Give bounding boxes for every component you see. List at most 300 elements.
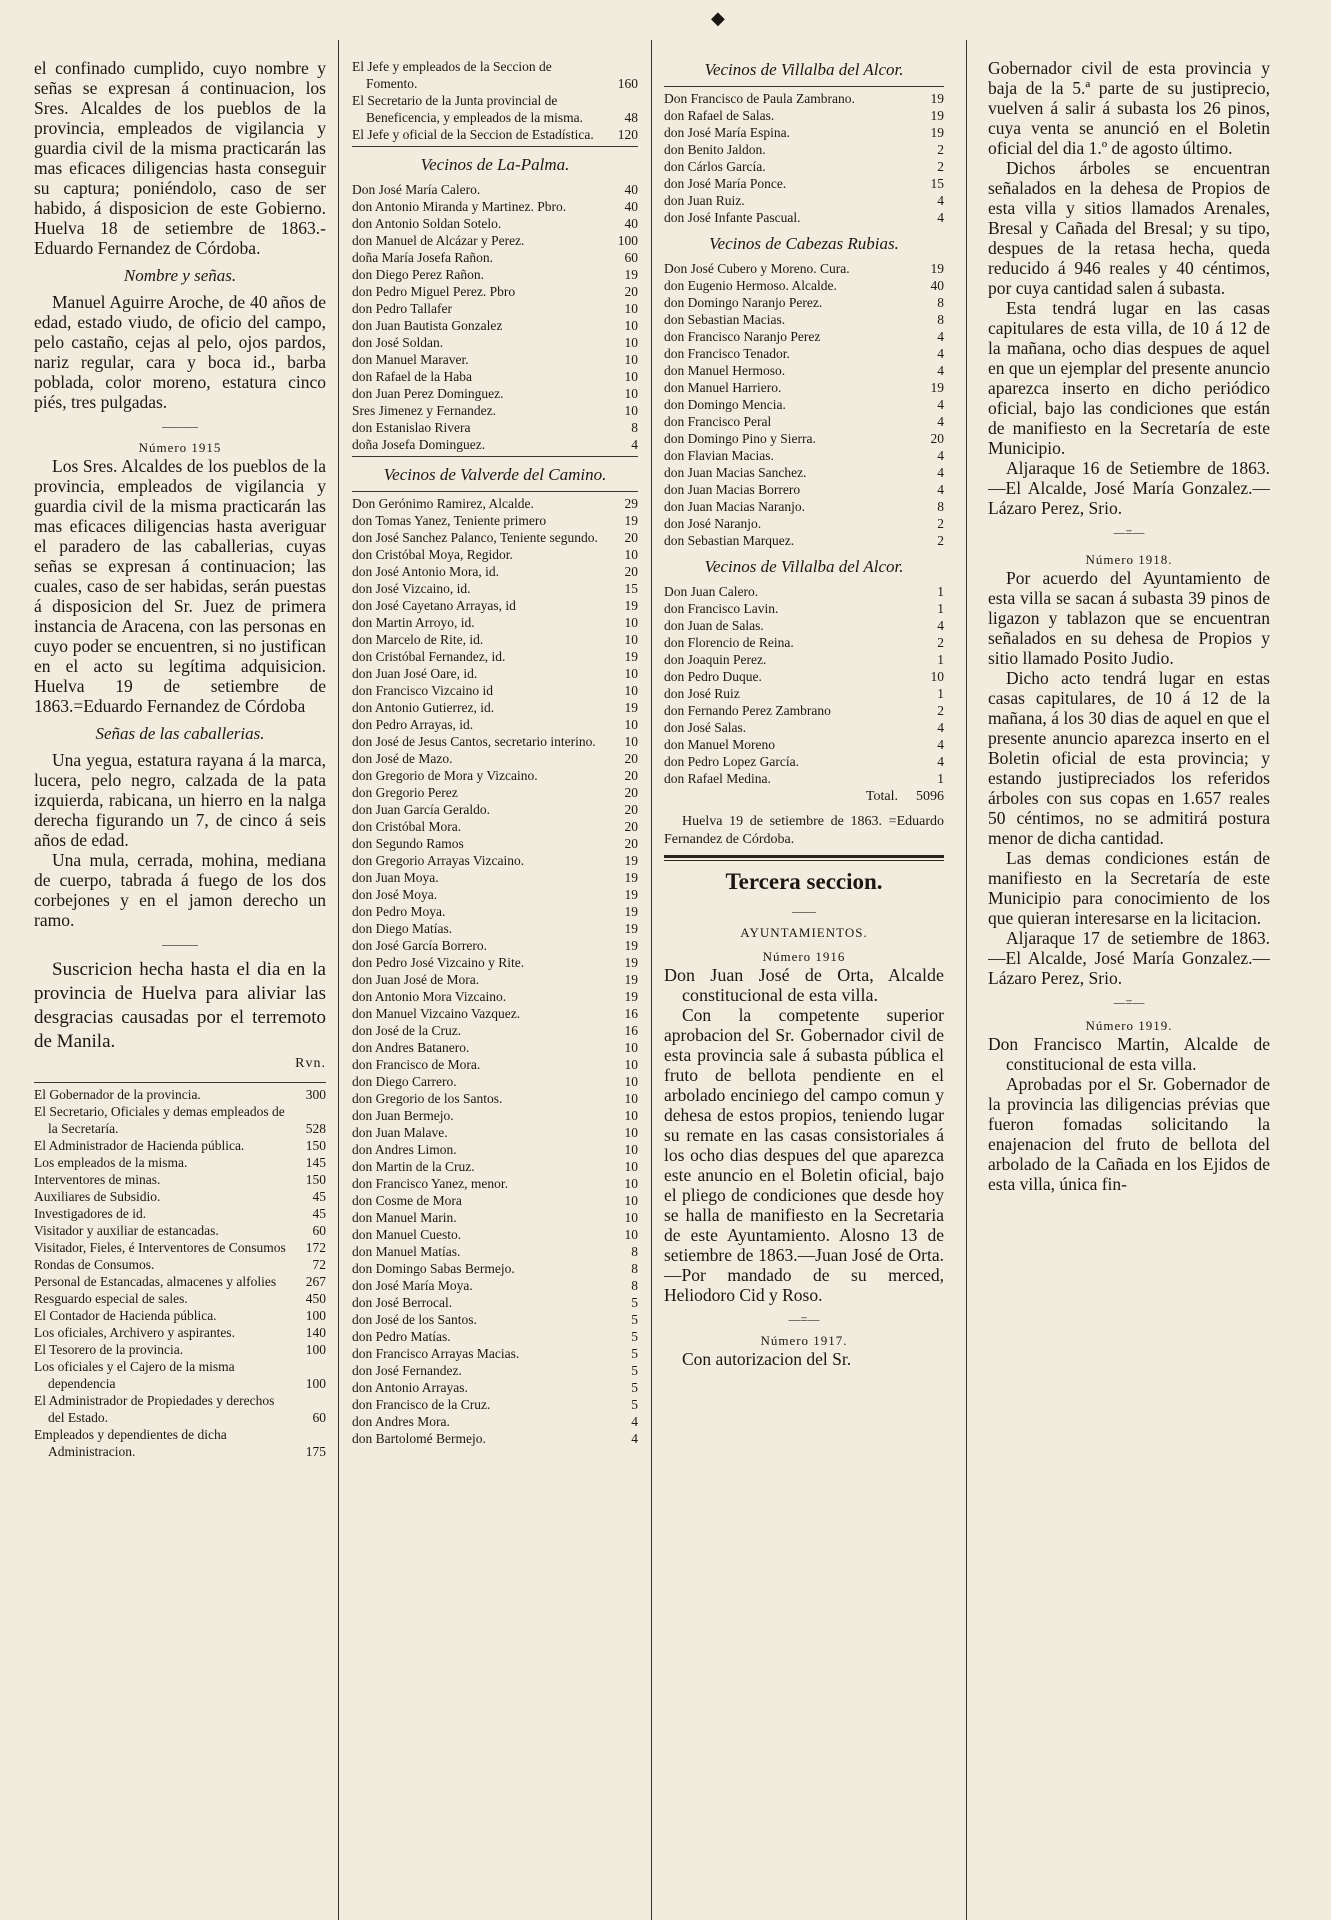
- entry-amount: 40: [624, 182, 638, 197]
- list-item: [352, 988, 638, 1005]
- notice-number-1915: Número 1915: [138, 440, 222, 455]
- entry-name: don Sebastian Macias.: [664, 312, 786, 327]
- entry-name: don Francisco Yanez, menor.: [352, 1176, 508, 1191]
- list-item: [664, 209, 944, 226]
- entry-amount: 29: [624, 496, 638, 511]
- entry-name: don José María Moya.: [352, 1278, 473, 1293]
- entry-amount: 20: [624, 819, 638, 834]
- entry-name: don Francisco de Mora.: [352, 1057, 481, 1072]
- separator: —=—: [1113, 995, 1145, 1009]
- list-item: [664, 617, 944, 634]
- list-item: [34, 1154, 326, 1171]
- list-item: [352, 699, 638, 716]
- entry-amount: 4: [631, 1431, 638, 1446]
- entry-name: don Rafael Medina.: [664, 771, 771, 786]
- list-item: [352, 351, 638, 368]
- list-rule: [352, 456, 638, 457]
- entry-name: don Manuel Vizcaino Vazquez.: [352, 1006, 521, 1021]
- list-item: [352, 648, 638, 665]
- list-item: [34, 1426, 326, 1460]
- notice-1917-p2: Dichos árboles se encuentran señalados en la dehesa de Propios de esta villa y sitios llamados Arenales, Bresal y Cañada del Bresal; y su tipo, despues de la retasa hecha, queda reducido á 946 reales y 40 céntimos, por cuya cantidad salen á subasta.: [988, 158, 1270, 298]
- entry-amount: 20: [624, 768, 638, 783]
- list-item: [352, 436, 638, 453]
- entry-amount: 60: [312, 1223, 326, 1238]
- entry-amount: 40: [930, 278, 944, 293]
- entry-amount: 19: [624, 649, 638, 664]
- notice-1917-p4: Aljaraque 16 de Setiembre de 1863.—El Alcalde, José María Gonzalez.—Lázaro Perez, Srio.: [988, 458, 1270, 518]
- list-item: [352, 818, 638, 835]
- entry-name: don José Moya.: [352, 887, 438, 902]
- entry-amount: 4: [937, 482, 944, 497]
- entry-name: doña Josefa Dominguez.: [352, 437, 486, 452]
- list-item: [34, 1341, 326, 1358]
- list-item: [664, 736, 944, 753]
- entry-name: Los oficiales, Archivero y aspirantes.: [34, 1325, 235, 1340]
- entry-amount: 2: [937, 703, 944, 718]
- list-item: [352, 784, 638, 801]
- list-item: [664, 328, 944, 345]
- entry-name: don Juan Macias Sanchez.: [664, 465, 807, 480]
- signature: Huelva 19 de setiembre de 1863. =Eduardo Fernandez de Córdoba.: [664, 814, 944, 847]
- heading-la-palma: Vecinos de La-Palma.: [420, 155, 570, 174]
- entry-amount: 20: [624, 530, 638, 545]
- donation-list-la-palma: [352, 181, 638, 453]
- list-item: [352, 546, 638, 563]
- list-item: [352, 1362, 638, 1379]
- list-item: [664, 668, 944, 685]
- notice-1918-p4: Aljaraque 17 de setiembre de 1863.—El Alcalde, José María Gonzalez.—Lázaro Perez, Srio.: [988, 928, 1270, 988]
- entry-name: don Andres Mora.: [352, 1414, 450, 1429]
- entry-amount: 4: [937, 397, 944, 412]
- list-item: [352, 852, 638, 869]
- entry-amount: 10: [624, 1074, 638, 1089]
- entry-amount: 19: [624, 513, 638, 528]
- list-item: [352, 58, 638, 92]
- entry-name: don Antonio Soldan Sotelo.: [352, 216, 502, 231]
- entry-name: Don Juan Calero.: [664, 584, 759, 599]
- entry-amount: 15: [930, 176, 944, 191]
- separator: —=—: [788, 1312, 820, 1326]
- entry-name: don José de la Cruz.: [352, 1023, 462, 1038]
- entry-name: don Flavian Macias.: [664, 448, 774, 463]
- entry-amount: 20: [624, 751, 638, 766]
- entry-amount: 19: [624, 921, 638, 936]
- total-row: [664, 787, 944, 807]
- list-item: [352, 317, 638, 334]
- entry-name: Empleados y dependientes de dicha Administracion.: [34, 1427, 227, 1459]
- list-item: [664, 260, 944, 277]
- entry-amount: 19: [930, 108, 944, 123]
- list-item: [664, 634, 944, 651]
- list-item: [664, 600, 944, 617]
- list-item: [34, 1137, 326, 1154]
- list-item: [664, 464, 944, 481]
- entry-name: don José Salas.: [664, 720, 747, 735]
- entry-amount: 10: [624, 1091, 638, 1106]
- entry-amount: 19: [930, 380, 944, 395]
- entry-name: don Tomas Yanez, Teniente primero: [352, 513, 547, 528]
- list-item: [352, 1328, 638, 1345]
- entry-name: don Antonio Miranda y Martinez. Pbro.: [352, 199, 567, 214]
- entry-amount: 100: [305, 1376, 326, 1391]
- donation-list-cabezas-rubias: [664, 260, 944, 549]
- notice-1919-head: Don Francisco Martin, Alcalde de constitucional de esta villa.: [988, 1034, 1270, 1074]
- list-item: [664, 447, 944, 464]
- entry-amount: 19: [624, 989, 638, 1004]
- entry-amount: 160: [617, 76, 638, 91]
- donation-list-villalba-2: [664, 583, 944, 787]
- entry-amount: 450: [305, 1291, 326, 1306]
- entry-name: don José de los Santos.: [352, 1312, 477, 1327]
- list-item: [352, 1277, 638, 1294]
- entry-amount: 5: [631, 1312, 638, 1327]
- entry-amount: 5: [631, 1295, 638, 1310]
- entry-amount: 1: [937, 584, 944, 599]
- entry-amount: 300: [305, 1087, 326, 1102]
- entry-name: don Juan Bermejo.: [352, 1108, 454, 1123]
- entry-amount: 60: [624, 250, 638, 265]
- entry-name: Don Gerónimo Ramirez, Alcalde.: [352, 496, 534, 511]
- entry-name: doña María Josefa Rañon.: [352, 250, 493, 265]
- list-item: [352, 1090, 638, 1107]
- column-4: [988, 58, 1270, 1194]
- entry-name: don Francisco de la Cruz.: [352, 1397, 491, 1412]
- list-item: [352, 1124, 638, 1141]
- entry-name: don Domingo Mencia.: [664, 397, 786, 412]
- list-item: [352, 1243, 638, 1260]
- entry-amount: 10: [624, 1210, 638, 1225]
- entry-amount: 20: [624, 564, 638, 579]
- list-item: [352, 368, 638, 385]
- notice-1917-start: Con autorizacion del Sr.: [682, 1349, 852, 1369]
- entry-amount: 4: [937, 193, 944, 208]
- senas-mula: Una mula, cerrada, mohina, mediana de cuerpo, tabrada á fuego de los dos corbejones y en el jamon derecho un ramo.: [34, 850, 326, 930]
- entry-name: don Estanislao Rivera: [352, 420, 471, 435]
- notice-1918-p1: Por acuerdo del Ayuntamiento de esta villa se sacan á subasta 39 pinos de ligazon y tablazon que se encuentran señalados en su dehesa de Propios y sitio llamado Posito Judio.: [988, 568, 1270, 668]
- list-item: [664, 413, 944, 430]
- entry-amount: 10: [624, 547, 638, 562]
- heading-villalba-2: Vecinos de Villalba del Alcor.: [704, 557, 904, 576]
- entry-amount: 8: [631, 1278, 638, 1293]
- entry-name: don Segundo Ramos: [352, 836, 464, 851]
- entry-name: don Manuel Maraver.: [352, 352, 469, 367]
- entry-name: Visitador, Fieles, é Interventores de Consumos: [34, 1240, 286, 1255]
- notice-number-1918: Número 1918.: [1085, 552, 1173, 567]
- entry-amount: 4: [937, 465, 944, 480]
- section-title: Tercera seccion.: [725, 869, 883, 894]
- list-item: [664, 702, 944, 719]
- entry-amount: 145: [305, 1155, 326, 1170]
- entry-amount: 19: [624, 887, 638, 902]
- list-item: [352, 495, 638, 512]
- list-item: [352, 835, 638, 852]
- list-item: [664, 753, 944, 770]
- list-item: [352, 1430, 638, 1447]
- entry-amount: 4: [937, 618, 944, 633]
- list-item: [352, 1226, 638, 1243]
- list-item: [664, 90, 944, 107]
- entry-amount: 60: [312, 1410, 326, 1425]
- list-item: [664, 430, 944, 447]
- entry-amount: 175: [305, 1444, 326, 1459]
- entry-amount: 19: [930, 261, 944, 276]
- entry-name: don Rafael de la Haba: [352, 369, 472, 384]
- entry-name: don Domingo Pino y Sierra.: [664, 431, 816, 446]
- entry-name: don Francisco Arrayas Macias.: [352, 1346, 520, 1361]
- entry-amount: 267: [305, 1274, 326, 1289]
- entry-amount: 5: [631, 1329, 638, 1344]
- entry-name: don José Sanchez Palanco, Teniente segundo.: [352, 530, 598, 545]
- list-item: [352, 971, 638, 988]
- entry-name: don Manuel Hermoso.: [664, 363, 786, 378]
- list-item: [664, 532, 944, 549]
- list-item: [352, 266, 638, 283]
- list-item: [352, 631, 638, 648]
- entry-name: don Juan Macias Naranjo.: [664, 499, 805, 514]
- list-item: [664, 345, 944, 362]
- entry-amount: 10: [624, 369, 638, 384]
- entry-name: don Rafael de Salas.: [664, 108, 775, 123]
- entry-name: don José María Ponce.: [664, 176, 787, 191]
- entry-name: don Francisco Tenador.: [664, 346, 790, 361]
- list-item: [352, 665, 638, 682]
- entry-name: don Sebastian Marquez.: [664, 533, 795, 548]
- list-item: [352, 614, 638, 631]
- entry-name: don Juan Macias Borrero: [664, 482, 801, 497]
- list-item: [352, 1345, 638, 1362]
- entry-amount: 5: [631, 1346, 638, 1361]
- entry-amount: 20: [624, 836, 638, 851]
- list-item: [352, 767, 638, 784]
- currency-label: Rvn.: [295, 1056, 326, 1071]
- list-item: [352, 1022, 638, 1039]
- entry-name: don Pedro José Vizcaino y Rite.: [352, 955, 525, 970]
- entry-amount: 19: [624, 955, 638, 970]
- list-item: [352, 801, 638, 818]
- entry-name: El Jefe y empleados de la Seccion de Fomento.: [352, 59, 552, 91]
- donation-list-sections: [352, 58, 638, 143]
- list-item: [352, 300, 638, 317]
- entry-name: Investigadores de id.: [34, 1206, 147, 1221]
- list-item: [352, 920, 638, 937]
- entry-name: don Cosme de Mora: [352, 1193, 462, 1208]
- list-item: [352, 1209, 638, 1226]
- entry-name: don José de Mazo.: [352, 751, 453, 766]
- notice-1916-text: Con la competente superior aprobacion del Sr. Gobernador civil de esta provincia sale á subasta pública el fruto de bellota pendiente en el arbolado enciniego del campo comun y dehesa de estos propios, teniendo lugar su remate en las casas consistoriales á los ocho dias despues del que aparezca este anuncio en el Boletin oficial, bajo el pliego de condiciones que desde hoy se halla de manifiesto en la Secretaria de este Ayuntamiento. Alosno 13 de setiembre de 1863.—Juan José de Orta.—Por mandado de su merced, Heliodoro Cid y Roso.: [664, 1005, 944, 1305]
- list-item: [664, 362, 944, 379]
- entry-amount: 45: [312, 1206, 326, 1221]
- list-item: [34, 1171, 326, 1188]
- entry-name: Los empleados de la misma.: [34, 1155, 188, 1170]
- entry-amount: 10: [624, 1227, 638, 1242]
- entry-name: don Gregorio de los Santos.: [352, 1091, 503, 1106]
- entry-amount: 4: [937, 720, 944, 735]
- entry-amount: 100: [305, 1342, 326, 1357]
- entry-amount: 4: [937, 329, 944, 344]
- separator: ———: [162, 937, 198, 951]
- page-ornament: ◆: [711, 8, 725, 28]
- entry-amount: 5: [631, 1397, 638, 1412]
- entry-amount: 19: [624, 598, 638, 613]
- list-item: [352, 283, 638, 300]
- entry-name: don José Naranjo.: [664, 516, 762, 531]
- entry-amount: 19: [930, 125, 944, 140]
- nombre-text: Manuel Aguirre Aroche, de 40 años de edad, estado viudo, de oficio del campo, pelo castaño, cejas al pelo, ojos pardos, nariz regular, cara y boca id., barba poblada, color moreno, estatura cinco piés, tres pulgadas.: [34, 292, 326, 412]
- list-item: [352, 716, 638, 733]
- entry-amount: 150: [305, 1172, 326, 1187]
- entry-name: don José García Borrero.: [352, 938, 487, 953]
- entry-amount: 19: [624, 267, 638, 282]
- heading-valverde: Vecinos de Valverde del Camino.: [383, 465, 607, 484]
- entry-amount: 8: [631, 1261, 638, 1276]
- entry-name: Auxiliares de Subsidio.: [34, 1189, 161, 1204]
- column-3: [664, 58, 944, 1369]
- column-rule: [966, 40, 967, 1920]
- entry-amount: 8: [631, 1244, 638, 1259]
- entry-name: don Manuel Cuesto.: [352, 1227, 462, 1242]
- entry-name: don Benito Jaldon.: [664, 142, 766, 157]
- entry-name: don Marcelo de Rite, id.: [352, 632, 484, 647]
- entry-amount: 2: [937, 533, 944, 548]
- entry-amount: 10: [624, 666, 638, 681]
- entry-amount: 4: [937, 414, 944, 429]
- entry-name: don Juan José de Mora.: [352, 972, 480, 987]
- entry-name: Los oficiales y el Cajero de la misma dependencia: [34, 1359, 235, 1391]
- entry-name: don Juan Moya.: [352, 870, 439, 885]
- entry-amount: 45: [312, 1189, 326, 1204]
- list-item: [34, 1222, 326, 1239]
- entry-name: don José María Espina.: [664, 125, 790, 140]
- list-item: [664, 277, 944, 294]
- list-item: [352, 529, 638, 546]
- entry-amount: 20: [624, 785, 638, 800]
- list-item: [664, 719, 944, 736]
- entry-name: don José Cayetano Arrayas, id: [352, 598, 516, 613]
- suscricion-title: Suscricion hecha hasta el dia en la provincia de Huelva para aliviar las desgracias causadas por el terremoto de Manila.: [34, 959, 326, 1052]
- entry-amount: 16: [624, 1006, 638, 1021]
- entry-name: don José Berrocal.: [352, 1295, 453, 1310]
- total-value: 5096: [916, 789, 944, 804]
- list-item: [664, 583, 944, 600]
- entry-amount: 4: [937, 448, 944, 463]
- entry-name: don Pedro Duque.: [664, 669, 762, 684]
- entry-name: don Juan Perez Dominguez.: [352, 386, 504, 401]
- entry-name: don Pedro Arrayas, id.: [352, 717, 474, 732]
- entry-name: Rondas de Consumos.: [34, 1257, 155, 1272]
- entry-name: El Tesorero de la provincia.: [34, 1342, 184, 1357]
- entry-name: don Pedro Moya.: [352, 904, 446, 919]
- entry-name: Interventores de minas.: [34, 1172, 161, 1187]
- list-item: [352, 903, 638, 920]
- entry-name: don Pedro Miguel Perez. Pbro: [352, 284, 516, 299]
- list-item: [664, 294, 944, 311]
- list-item: [352, 1311, 638, 1328]
- entry-name: El Secretario, Oficiales y demas empleados de la Secretaría.: [34, 1104, 285, 1136]
- entry-amount: 10: [930, 669, 944, 684]
- list-item: [664, 107, 944, 124]
- list-item: [664, 311, 944, 328]
- entry-amount: 10: [624, 403, 638, 418]
- entry-amount: 120: [617, 127, 638, 142]
- notice-1917-p1: Gobernador civil de esta provincia y baja de la 5.ª parte de su justiprecio, vuelven á salir á subasta los 26 pinos, cuya venta se anunció en el Boletin oficial del dia 1.º de agosto último.: [988, 58, 1270, 158]
- entry-name: don José de Jesus Cantos, secretario interino.: [352, 734, 596, 749]
- entry-amount: 5: [631, 1363, 638, 1378]
- donation-list-villalba-1: [664, 90, 944, 226]
- entry-name: don José Ruiz: [664, 686, 740, 701]
- entry-amount: 15: [624, 581, 638, 596]
- entry-name: don José Soldan.: [352, 335, 444, 350]
- entry-name: don Pedro Matías.: [352, 1329, 451, 1344]
- entry-name: El Jefe y oficial de la Seccion de Estadística.: [352, 127, 594, 142]
- entry-amount: 19: [624, 972, 638, 987]
- entry-amount: 4: [937, 210, 944, 225]
- entry-amount: 4: [631, 437, 638, 452]
- entry-name: don Gregorio de Mora y Vizcaino.: [352, 768, 538, 783]
- entry-name: don Francisco Naranjo Perez: [664, 329, 821, 344]
- list-item: [352, 682, 638, 699]
- entry-name: don Pedro Tallafer: [352, 301, 453, 316]
- list-item: [352, 512, 638, 529]
- entry-name: don Gregorio Perez: [352, 785, 458, 800]
- list-item: [664, 770, 944, 787]
- notice-number-1919: Número 1919.: [1085, 1018, 1173, 1033]
- entry-amount: 8: [937, 312, 944, 327]
- entry-amount: 1: [937, 601, 944, 616]
- heading-cabezas-rubias: Vecinos de Cabezas Rubias.: [709, 234, 899, 253]
- ayuntamientos-heading: AYUNTAMIENTOS.: [740, 925, 868, 940]
- list-item: [352, 937, 638, 954]
- list-item: [352, 869, 638, 886]
- entry-name: don Cristóbal Moya, Regidor.: [352, 547, 513, 562]
- notice-1919-p1: Aprobadas por el Sr. Gobernador de la provincia las diligencias prévias que fueron fomadas solicitando la enajenacion del fruto de bellota del arbolado de la Cañada en los Ejidos de esta villa, única fin-: [988, 1074, 1270, 1194]
- donation-list-valverde: [352, 495, 638, 1447]
- list-rule: [352, 146, 638, 147]
- list-item: [352, 1056, 638, 1073]
- list-item: [352, 1379, 638, 1396]
- list-item: [352, 385, 638, 402]
- entry-amount: 40: [624, 199, 638, 214]
- list-item: [664, 396, 944, 413]
- list-item: [664, 651, 944, 668]
- entry-amount: 100: [305, 1308, 326, 1323]
- notice-number-1917: Número 1917.: [760, 1333, 848, 1348]
- entry-amount: 10: [624, 734, 638, 749]
- entry-name: don Manuel Moreno: [664, 737, 775, 752]
- separator: ——: [792, 904, 816, 918]
- entry-name: don Diego Matías.: [352, 921, 453, 936]
- list-item: [664, 481, 944, 498]
- entry-name: don José Antonio Mora, id.: [352, 564, 499, 579]
- entry-name: Don José María Calero.: [352, 182, 481, 197]
- entry-amount: 19: [624, 700, 638, 715]
- entry-name: El Administrador de Propiedades y derechos del Estado.: [34, 1393, 275, 1425]
- entry-amount: 8: [937, 295, 944, 310]
- intro-notice: el confinado cumplido, cuyo nombre y señas se expresan á continuacion, los Sres. Alcaldes de los pueblos de la provincia, empleados de vigilancia y guardia civil de la misma practicarán las mas eficaces diligencias hasta conseguir su captura; poniéndolo, caso de ser habido, á disposicion de este Gobierno. Huelva 18 de setiembre de 1863.-Eduardo Fernandez de Córdoba.: [34, 58, 326, 258]
- entry-name: don Cristóbal Fernandez, id.: [352, 649, 506, 664]
- entry-name: Personal de Estancadas, almacenes y alfolies: [34, 1274, 277, 1289]
- list-item: [34, 1103, 326, 1137]
- entry-amount: 1: [937, 652, 944, 667]
- entry-name: El Administrador de Hacienda pública.: [34, 1138, 245, 1153]
- entry-amount: 10: [624, 352, 638, 367]
- list-item: [664, 498, 944, 515]
- list-item: [352, 1141, 638, 1158]
- entry-amount: 19: [624, 853, 638, 868]
- notice-1918-p3: Las demas condiciones están de manifiesto en la Secretaría de este Municipio para conocimiento de los que quieran interesarse en la licitacion.: [988, 848, 1270, 928]
- nombre-heading: Nombre y señas.: [123, 266, 237, 285]
- list-item: [664, 192, 944, 209]
- entry-amount: 40: [624, 216, 638, 231]
